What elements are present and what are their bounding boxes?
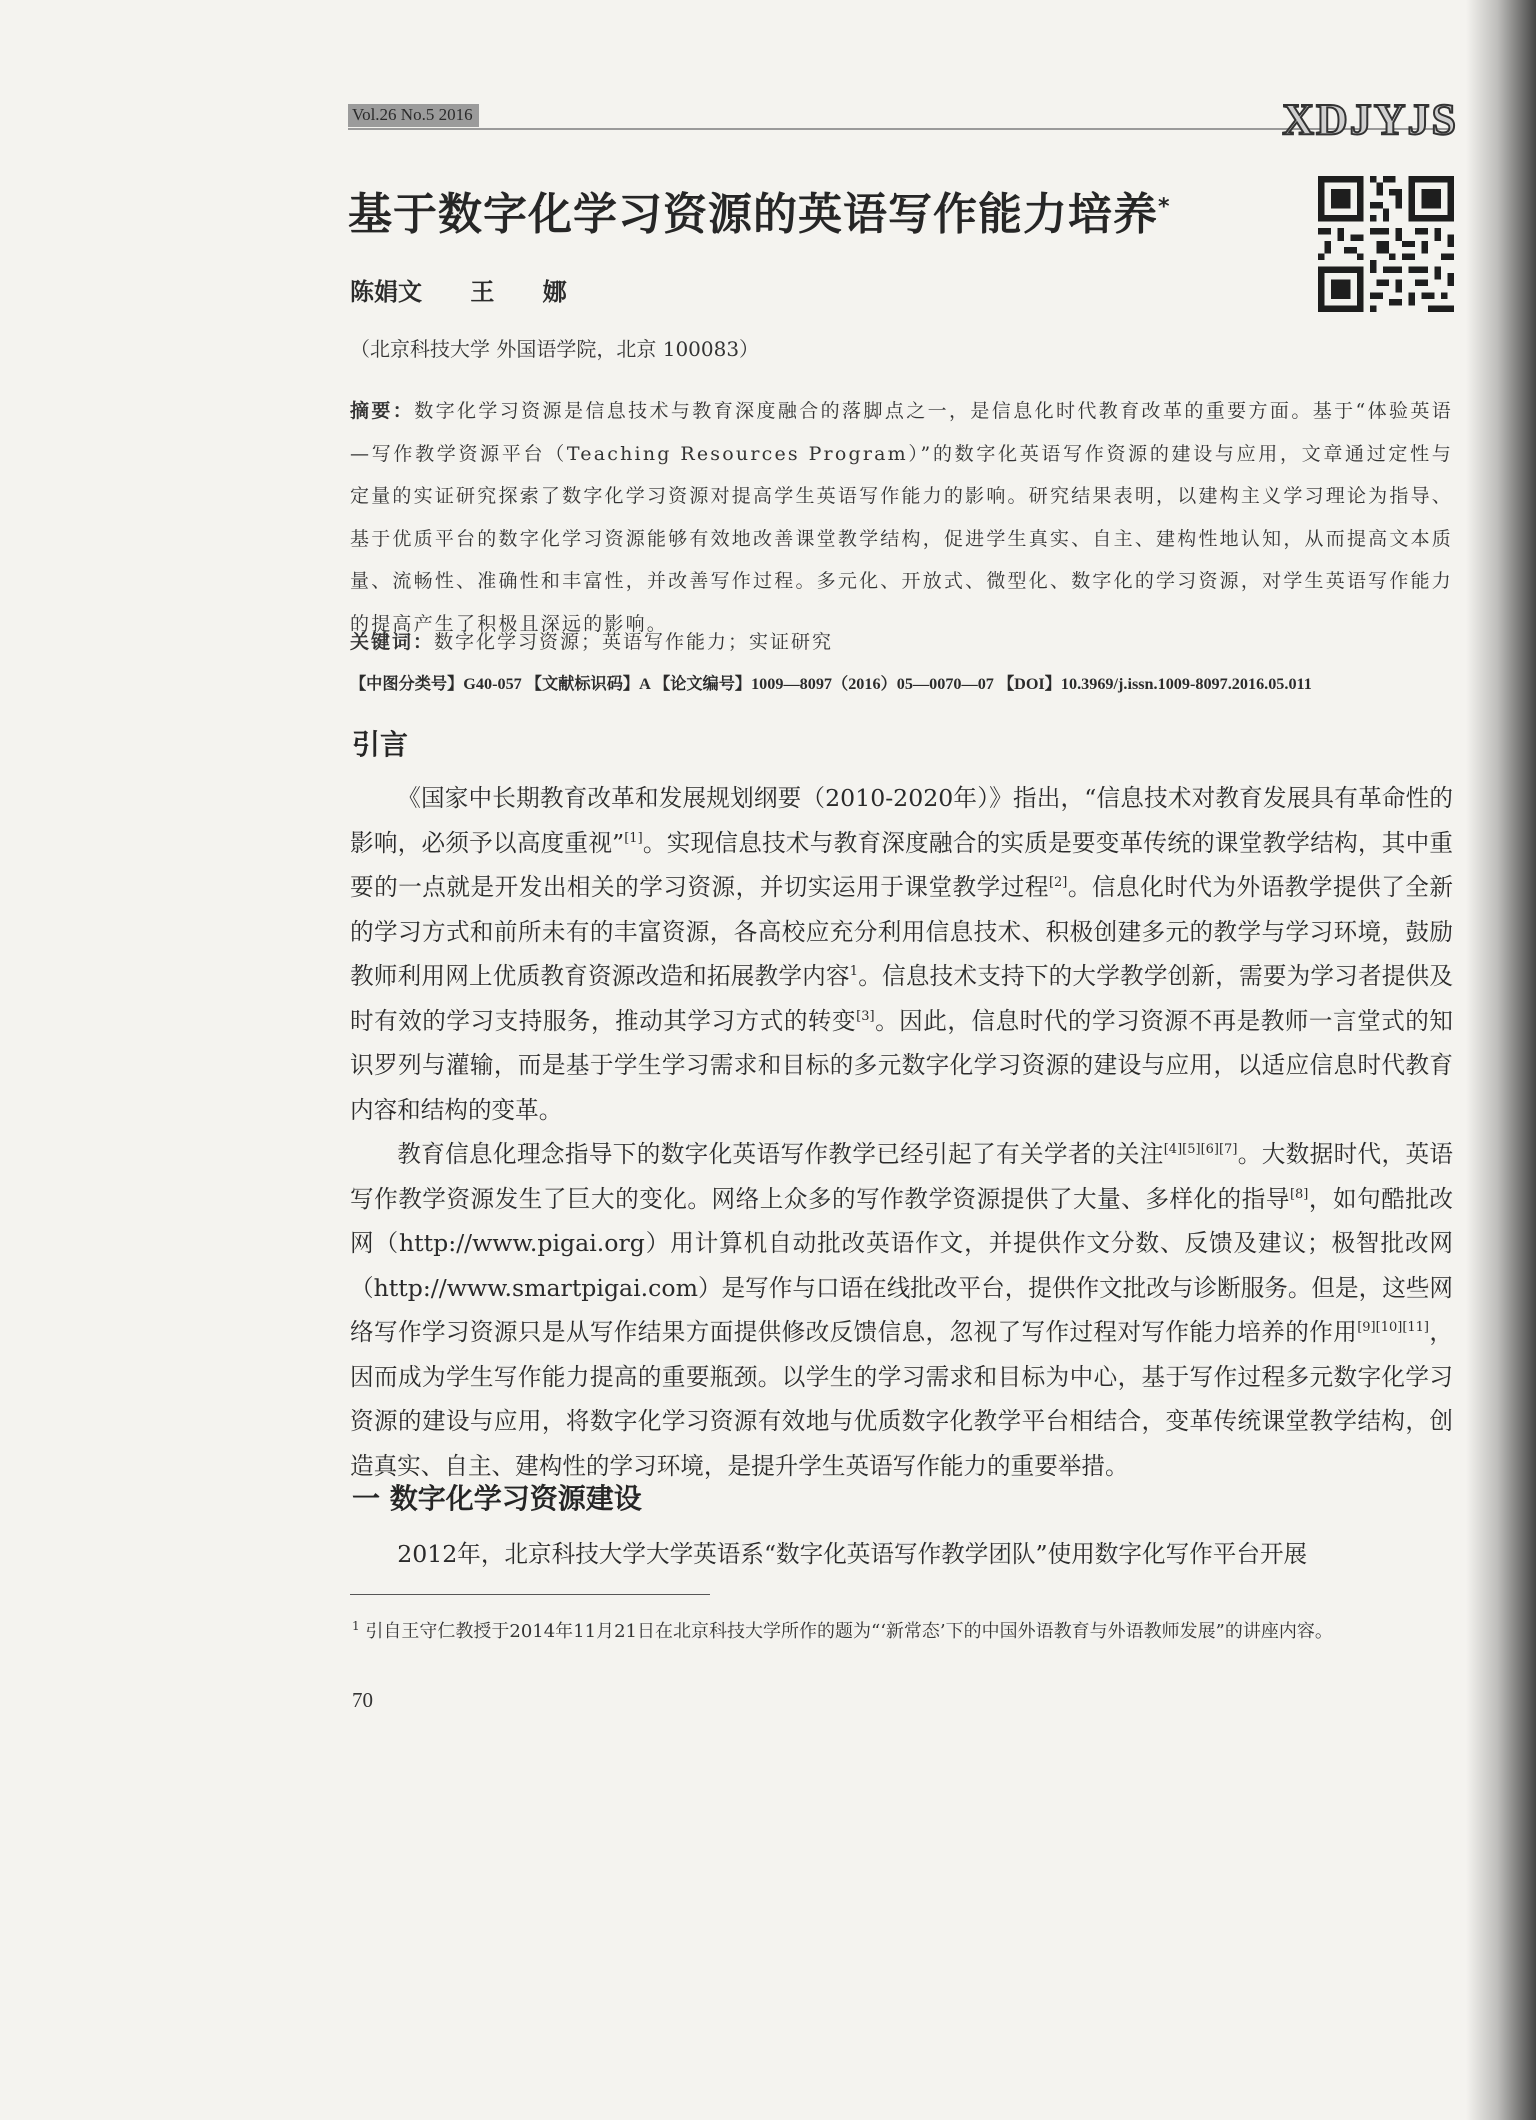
paragraph-text: 。因此，信息时代的学习资源不再是教师一言堂式的知识罗列与灌输，而是基于学生学习需求和目标的多元数字化学习资源的建设与应用，以适应信息时代教育内容和结构的变革。 xyxy=(350,1006,1454,1124)
citation: [9][10][11] xyxy=(1357,1320,1430,1336)
paragraph-text: 教育信息化理念指导下的数字化英语写作教学已经引起了有关学者的关注 xyxy=(397,1140,1164,1168)
page-number: 70 xyxy=(352,1688,373,1712)
paragraph xyxy=(350,776,1453,1132)
section-heading-1: 一 数字化学习资源建设 xyxy=(352,1482,642,1515)
citation: [4][5][6][7] xyxy=(1163,1142,1238,1158)
footnote-rule xyxy=(350,1594,710,1595)
affiliation: （北京科技大学 外国语学院，北京 100083） xyxy=(350,337,760,361)
citation: [1] xyxy=(624,830,643,846)
citation: [8] xyxy=(1289,1186,1309,1202)
paragraph-text: ，因而成为学生写作能力提高的重要瓶颈。以学生的学习需求和目标为中心，基于写作过程多元数字化学习资源的建设与应用，将数字化学习资源有效地与优质数字化教学平台相结合，变革传统课堂教学结构，创造真实、自主、建构性的学习环境，是提升学生英语写作能力的重要举措。 xyxy=(350,1318,1453,1480)
abstract xyxy=(350,390,1453,645)
section1-body xyxy=(350,1532,1453,1577)
paragraph-text: 。实现信息技术与教育深度融合的实质是要变革传统的课堂教学结构，其中重要的一点就是开发出相关的学习资源，并切实运用于课堂教学过程 xyxy=(350,828,1453,901)
paragraph-text: 。信息化时代为外语教学提供了全新的学习方式和前所未有的丰富资源，各高校应充分利用信息技术、积极创建多元的教学与学习环境，鼓励教师利用网上优质教育资源改造和拓展教学内容 xyxy=(350,873,1454,990)
abstract-label: 摘要： xyxy=(350,400,415,422)
paragraph xyxy=(350,1132,1453,1488)
classification-line: 【中图分类号】G40-057 【文献标识码】A 【论文编号】1009—8097（2016）05—0070—07 【DOI】10.3969/j.issn.1009-8097.2016.05.011 xyxy=(350,675,1312,693)
footnote xyxy=(352,1605,1455,1653)
paragraph-text: 《国家中长期教育改革和发展规划纲要（2010-2020年）》指出，“信息技术对教育发展具有革命性的影响，必须予以高度重视” xyxy=(350,784,1453,857)
footnote-text: 引自王守仁教授于2014年11月21日在北京科技大学所作的题为“‘新常态’下的中国外语教育与外语教师发展”的讲座内容。 xyxy=(365,1621,1333,1642)
keywords-text: 数字化学习资源；英语写作能力；实证研究 xyxy=(434,631,834,653)
intro-body xyxy=(350,776,1453,1488)
article-title-text: 基于数字化学习资源的英语写作能力培养 xyxy=(348,189,1158,240)
keywords xyxy=(350,627,833,654)
paragraph: 2012年，北京科技大学大学英语系“数字化英语写作教学团队”使用数字化写作平台开展 xyxy=(397,1540,1308,1568)
paragraph-text: ，如句酷批改网（http://www.pigai.org）用计算机自动批改英语作文，并提供作文分数、反馈及建议；极智批改网（http://www.smartpigai.com）是写作与口语在线批改平台，提供作文批改与诊断服务。但是，这些网络写作学习资源只是从写作结果方面提供修改反馈信息，忽视了写作过程对写作能力培养的作用 xyxy=(350,1184,1454,1346)
footnote-mark: 1 xyxy=(352,1619,360,1633)
paragraph-text: 。信息技术支持下的大学教学创新，需要为学习者提供及时有效的学习支持服务，推动其学习方式的转变 xyxy=(350,962,1454,1035)
title-footnote-mark: * xyxy=(1158,194,1171,220)
citation: [3] xyxy=(856,1008,875,1024)
footnote-ref: 1 xyxy=(849,964,859,980)
scan-edge-shadow xyxy=(1466,0,1536,2120)
journal-volume: Vol.26 No.5 2016 xyxy=(348,104,479,127)
paragraph-text: 。大数据时代，英语写作教学资源发生了巨大的变化。网络上众多的写作教学资源提供了大量、多样化的指导 xyxy=(350,1140,1453,1213)
authors: 陈娟文 王 娜 xyxy=(350,278,567,306)
section-heading-intro: 引言 xyxy=(352,728,409,761)
article-title xyxy=(348,178,1171,242)
citation: [2] xyxy=(1048,875,1068,891)
abstract-text: 数字化学习资源是信息技术与教育深度融合的落脚点之一，是信息化时代教育改革的重要方面。基于“体验英语—写作教学资源平台（Teaching Resources Program）”的数字化英语写作资源的建设与应用，文章通过定性与定量的实证研究探索了数字化学习资源对提高学生英语写作能力的影响。研究结果表明，以建构主义学习理论为指导、基于优质平台的数字化学习资源能够有效地改善课堂教学结构，促进学生真实、自主、建构性地认知，从而提高文本质量、流畅性、准确性和丰富性，并改善写作过程。多元化、开放式、微型化、数字化的学习资源，对学生英语写作能力的提高产生了积极且深远的影响。 xyxy=(350,400,1453,635)
journal-logo: XDJYJS xyxy=(1282,95,1458,144)
keywords-label: 关键词： xyxy=(350,631,435,653)
qr-code-icon xyxy=(1318,176,1454,312)
